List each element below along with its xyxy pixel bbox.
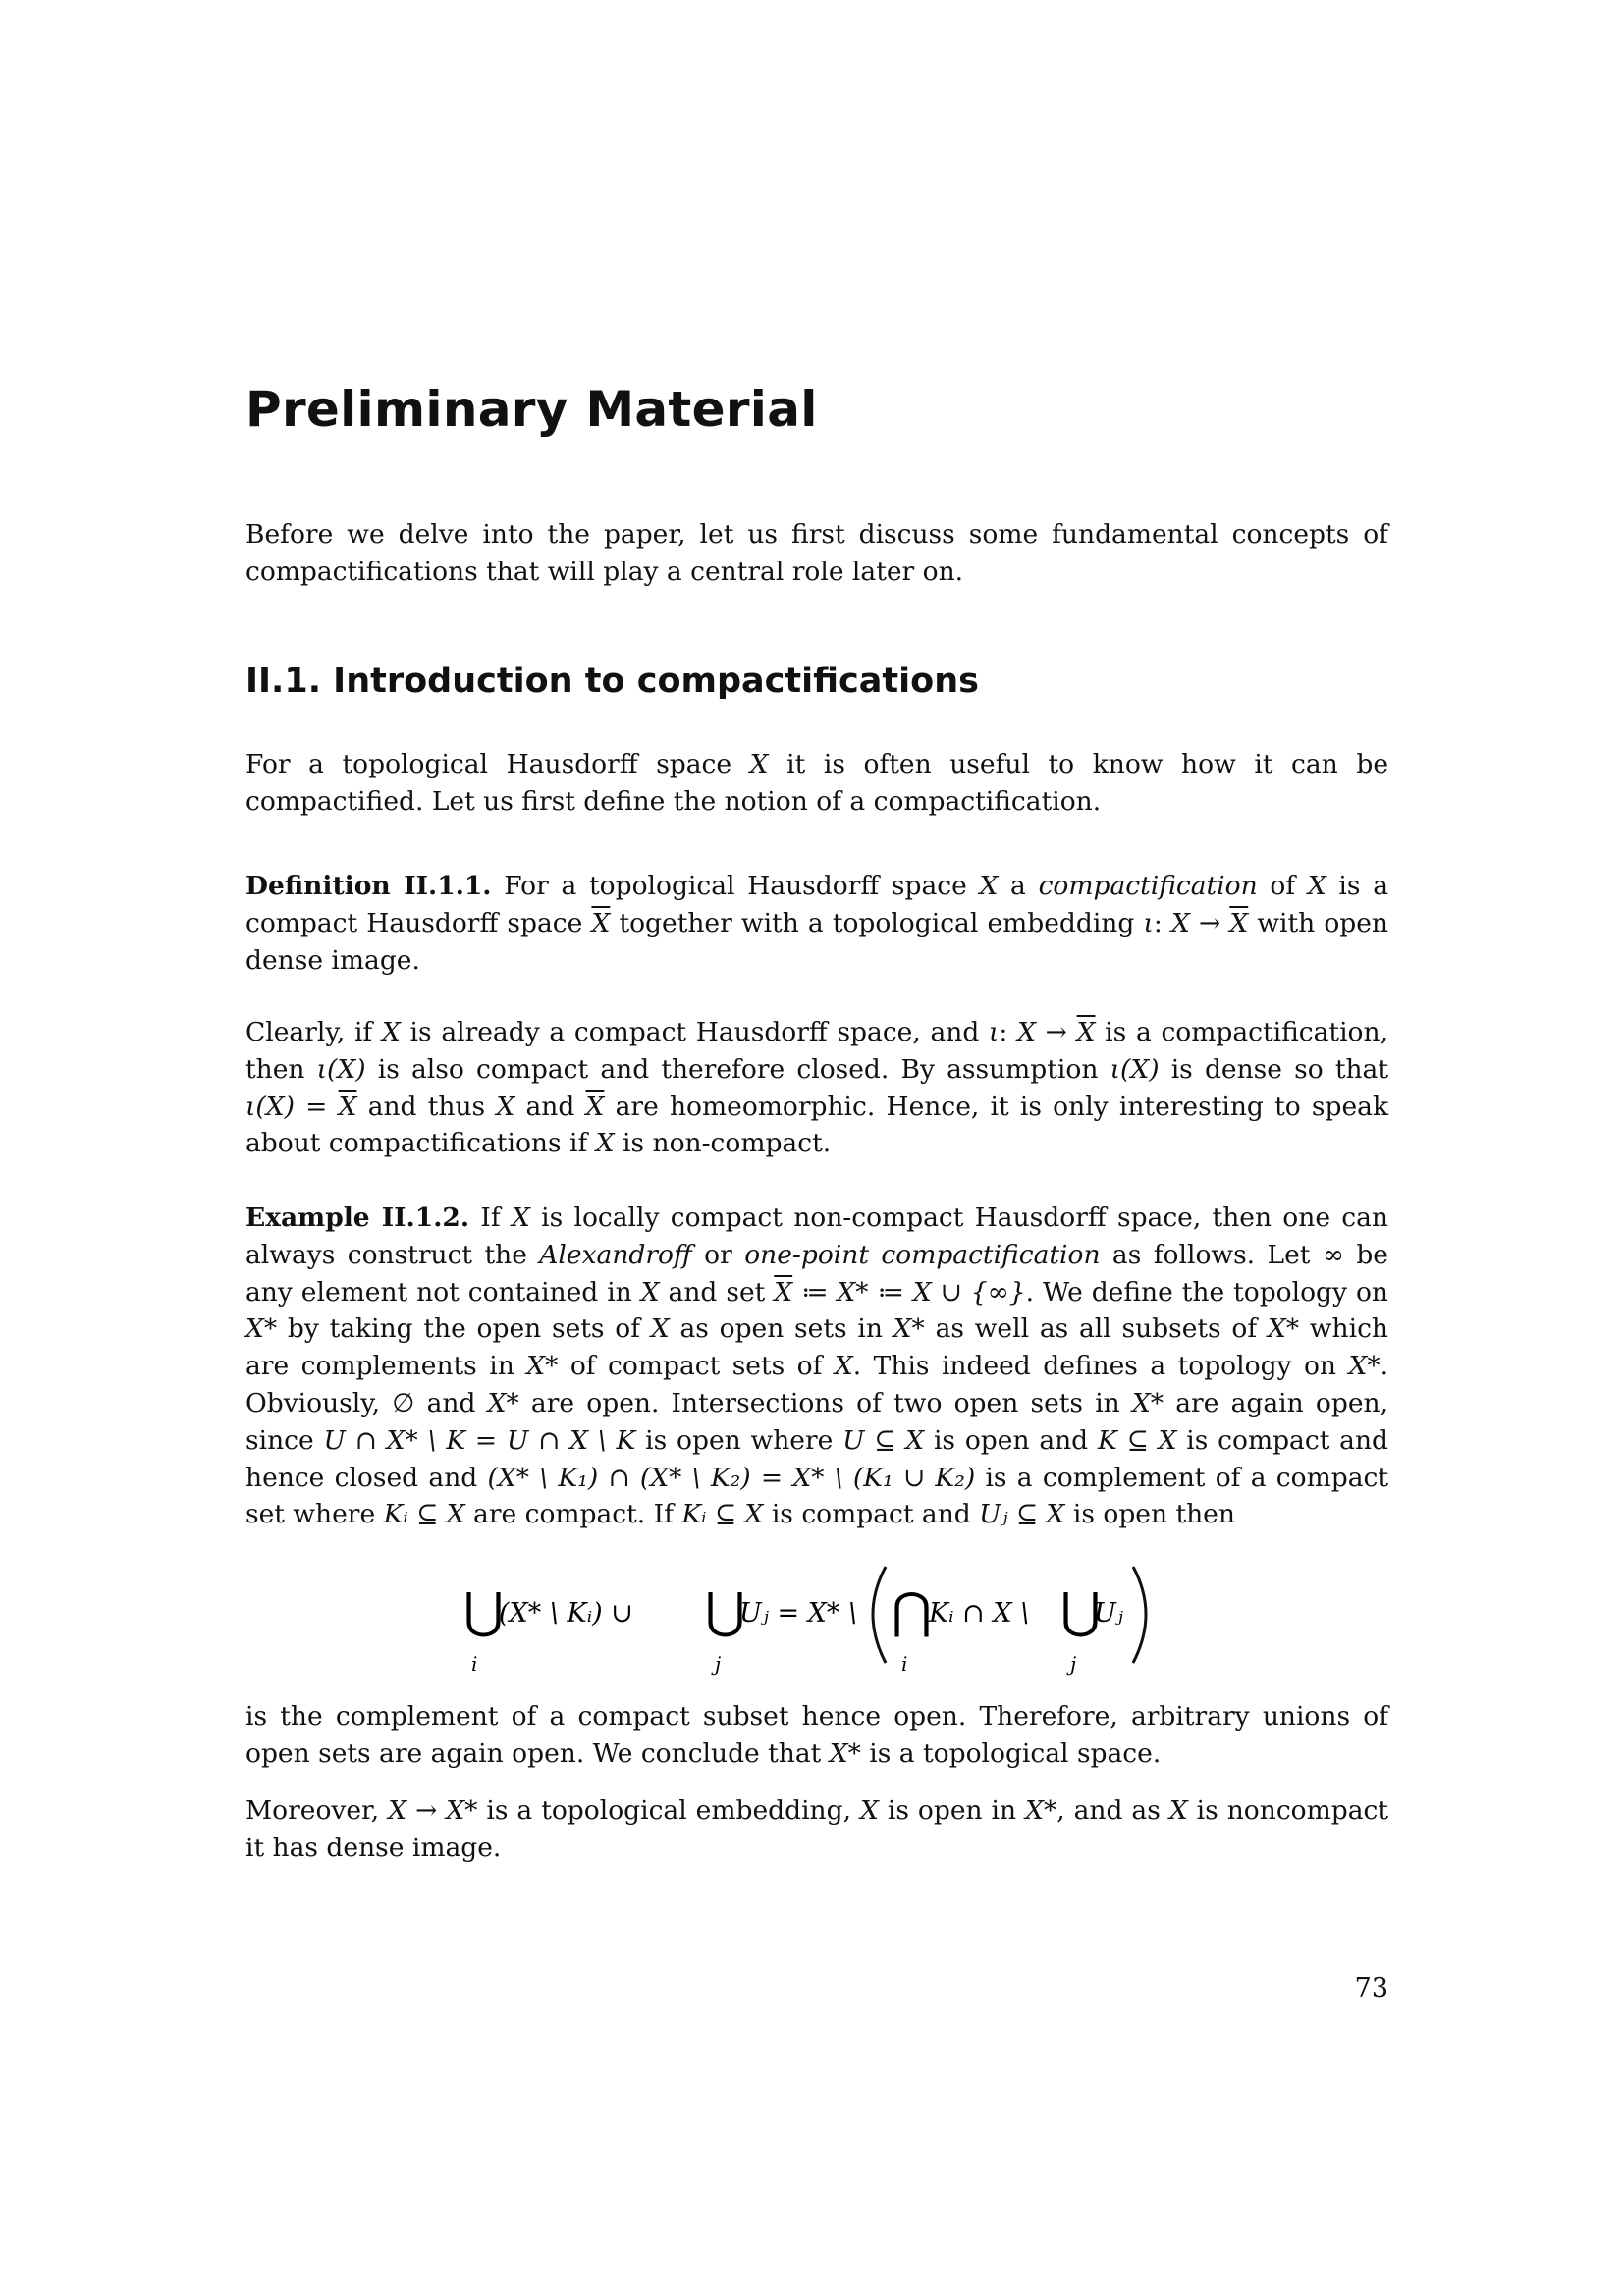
- text-run: or: [691, 1239, 745, 1270]
- text-run: is already a compact Hausdorff space, and: [400, 1017, 990, 1047]
- text-run: is open and: [924, 1424, 1098, 1456]
- text-run: X: [1170, 907, 1190, 938]
- text-run: and thus: [356, 1091, 497, 1122]
- text-run: a: [998, 871, 1039, 901]
- text-run: $\overline{X}$: [1229, 907, 1249, 938]
- text-run: Before we delve into the paper, let us first discuss some fundamental concepts of compactifications that will play a central role later on.: [245, 519, 1388, 587]
- text-run: which are complements in: [245, 1313, 1388, 1382]
- text-run: ι: [989, 1017, 1000, 1047]
- text-run: X: [859, 1795, 879, 1826]
- text-run: of: [1257, 871, 1308, 901]
- text-run: is open in: [878, 1795, 1026, 1826]
- paragraph-hausdorff: [245, 746, 1388, 821]
- conclusion-paragraph: [245, 1698, 1388, 1773]
- text-run: is open where: [635, 1424, 843, 1456]
- text-run: as well as all subsets of: [924, 1313, 1268, 1345]
- right-paren: [1133, 1567, 1146, 1663]
- example-label: Example II.1.2.: [245, 1202, 470, 1233]
- text-run: . We define the topology on: [1025, 1276, 1388, 1308]
- text-run: X: [834, 1351, 853, 1382]
- text-run: X*: [1025, 1795, 1057, 1826]
- text-run: it is often useful to know how it can be compactified. Let us first define the notion of a compactification.: [245, 749, 1388, 817]
- text-run: X*: [245, 1313, 278, 1345]
- text-run: are again open, since: [245, 1387, 1388, 1456]
- text-run: X*: [1131, 1387, 1164, 1418]
- text-run: X*: [893, 1313, 925, 1345]
- text-run: :: [1153, 907, 1163, 938]
- text-run: X: [1017, 1017, 1036, 1047]
- text-run: X: [749, 749, 769, 779]
- text-run: , and as: [1056, 1795, 1169, 1826]
- text-run: is also compact and therefore closed. By assumption: [365, 1053, 1110, 1085]
- text-run: is open then: [1064, 1499, 1235, 1530]
- text-run: X: [979, 871, 999, 901]
- text-run: is compact and: [763, 1499, 980, 1530]
- text-run: as open sets in: [669, 1313, 893, 1345]
- chapter-title: Preliminary Material: [245, 381, 818, 438]
- big-union-symbol-2: ⋃: [705, 1582, 746, 1639]
- left-paren: [873, 1567, 886, 1663]
- text-run: $\overline{X}$: [585, 1091, 605, 1122]
- text-run: is compact and hence closed and: [245, 1424, 1388, 1493]
- text-run: ι(X): [316, 1053, 366, 1085]
- text-run: $\overline{X}$: [1076, 1017, 1096, 1047]
- text-run: is a topological embedding,: [477, 1795, 860, 1826]
- text-run: $\overline{X}$: [338, 1091, 357, 1122]
- text-run: . Obviously, ∅ and: [245, 1351, 1389, 1418]
- text-run: and set: [659, 1276, 775, 1308]
- text-run: X*: [1267, 1313, 1300, 1345]
- definition-label: Definition II.1.1.: [245, 871, 492, 901]
- text-run: (X* \ K₁) ∩ (X* \ K₂) = X* \ (K₁ ∪ K₂): [487, 1462, 976, 1493]
- text-run: is a compactification, then: [245, 1017, 1388, 1085]
- text-run: Moreover,: [245, 1795, 389, 1826]
- definition-term: compactification: [1038, 871, 1258, 901]
- union-index-j-2: j: [1070, 1652, 1077, 1676]
- text-run: X → X*: [388, 1795, 478, 1826]
- text-run: X*: [526, 1351, 559, 1382]
- text-run: ι(X): [1110, 1053, 1160, 1085]
- text-run: is noncompact it has dense image.: [245, 1795, 1388, 1863]
- text-run: ≔ X* ≔ X ∪ {∞}: [792, 1276, 1026, 1308]
- text-run: If: [469, 1202, 512, 1233]
- text-run: is non-compact.: [614, 1128, 832, 1159]
- text-run: are open. Intersections of two open sets in: [518, 1387, 1132, 1418]
- text-run: $\overline{X}$: [591, 907, 611, 938]
- display-term-4: Uⱼ: [1094, 1598, 1123, 1629]
- remark-paragraph: Clearly, if X is already a compact Hausdorff space, and ι: $X \to \overline{X}$ is a compactification, then ι(X) is also compact and therefore closed. By assumption ι(X) is dense so that $\iota(X) = \overline{X}$ and thus X and $\overline{X}$ are homeomorphic. Hence, it is only interesting to speak about compactifications if X is non-compact.: [245, 1017, 1389, 1159]
- text-run: X*: [487, 1387, 519, 1418]
- text-run: are homeomorphic. Hence, it is only interesting to speak about compactifications if: [245, 1091, 1389, 1159]
- text-run: and: [514, 1091, 586, 1122]
- text-run: K ⊆ X: [1097, 1424, 1177, 1456]
- term-alexandroff: Alexandroff: [539, 1239, 692, 1270]
- text-run: with open dense image.: [245, 907, 1388, 976]
- text-run: X: [650, 1313, 670, 1345]
- text-run: X*: [1348, 1351, 1380, 1382]
- text-run: . This indeed defines a topology on: [852, 1351, 1349, 1382]
- text-run: is a compact Hausdorff space: [245, 871, 1389, 938]
- display-term-1: (X* \ Kᵢ) ∪: [499, 1598, 633, 1629]
- text-run: X: [1168, 1795, 1188, 1826]
- text-run: is a topological space.: [860, 1737, 1162, 1769]
- text-run: X: [511, 1202, 530, 1233]
- text-run: $\overline{X}$: [774, 1276, 793, 1308]
- text-run: is a complement of a compact set where: [245, 1462, 1388, 1530]
- text-run: is dense so that: [1159, 1053, 1389, 1085]
- text-run: ι(X): [245, 1091, 295, 1122]
- text-run: by taking the open sets of: [277, 1313, 651, 1345]
- text-run: X: [640, 1276, 660, 1308]
- big-union-symbol: ⋃: [463, 1582, 505, 1639]
- union-index-i: i: [471, 1652, 478, 1676]
- term-one-point: one-point compactification: [744, 1239, 1101, 1270]
- page-number: 73: [1354, 1973, 1388, 2003]
- intro-paragraph: [245, 516, 1388, 591]
- inter-index-i: i: [901, 1652, 908, 1676]
- text-run: Clearly, if: [245, 1017, 382, 1047]
- text-run: Uⱼ ⊆ X: [979, 1499, 1065, 1530]
- text-run: as follows. Let ∞ be any element not contained in: [245, 1239, 1388, 1308]
- text-run: Kᵢ ⊆ X: [383, 1499, 465, 1530]
- text-run: is the complement of a compact subset hence open. Therefore, arbitrary unions of open sets are again open. We conclude that: [245, 1701, 1388, 1769]
- section-heading: II.1. Introduction to compactifications: [245, 662, 979, 701]
- final-paragraph: [245, 1792, 1388, 1867]
- definition-block: [245, 868, 1388, 979]
- text-run: is locally compact non-compact Hausdorff space, then one can always construct the: [245, 1202, 1389, 1270]
- big-union-symbol-3: ⋃: [1060, 1582, 1102, 1639]
- text-run: U ∩ X* \ K = U ∩ X \ K: [323, 1424, 636, 1456]
- text-run: X: [595, 1128, 615, 1159]
- display-term-2: Uⱼ = X* \: [739, 1598, 858, 1629]
- text-run: X: [496, 1091, 515, 1122]
- text-run: X*: [829, 1737, 861, 1769]
- text-run: :: [999, 1017, 1008, 1047]
- text-run: together with a topological embedding: [610, 907, 1144, 938]
- text-run: For a topological Hausdorff space: [245, 749, 750, 779]
- text-run: Kᵢ ⊆ X: [681, 1499, 764, 1530]
- example-block: [245, 1200, 1388, 1533]
- text-run: ι: [1143, 907, 1154, 938]
- text-run: For a topological Hausdorff space: [491, 871, 980, 901]
- text-run: →: [1198, 907, 1221, 938]
- text-run: of compact sets of: [558, 1351, 835, 1382]
- text-run: →: [1045, 1017, 1067, 1047]
- text-run: are compact. If: [464, 1499, 682, 1530]
- text-run: X: [1307, 871, 1326, 901]
- display-term-3: Kᵢ ∩ X \: [929, 1598, 1030, 1629]
- text-run: X: [381, 1017, 401, 1047]
- union-index-j: j: [715, 1652, 722, 1676]
- display-equation: [245, 1559, 1388, 1686]
- text-run: U ⊆ X: [842, 1424, 925, 1456]
- big-intersection-symbol: ⋂: [892, 1582, 933, 1639]
